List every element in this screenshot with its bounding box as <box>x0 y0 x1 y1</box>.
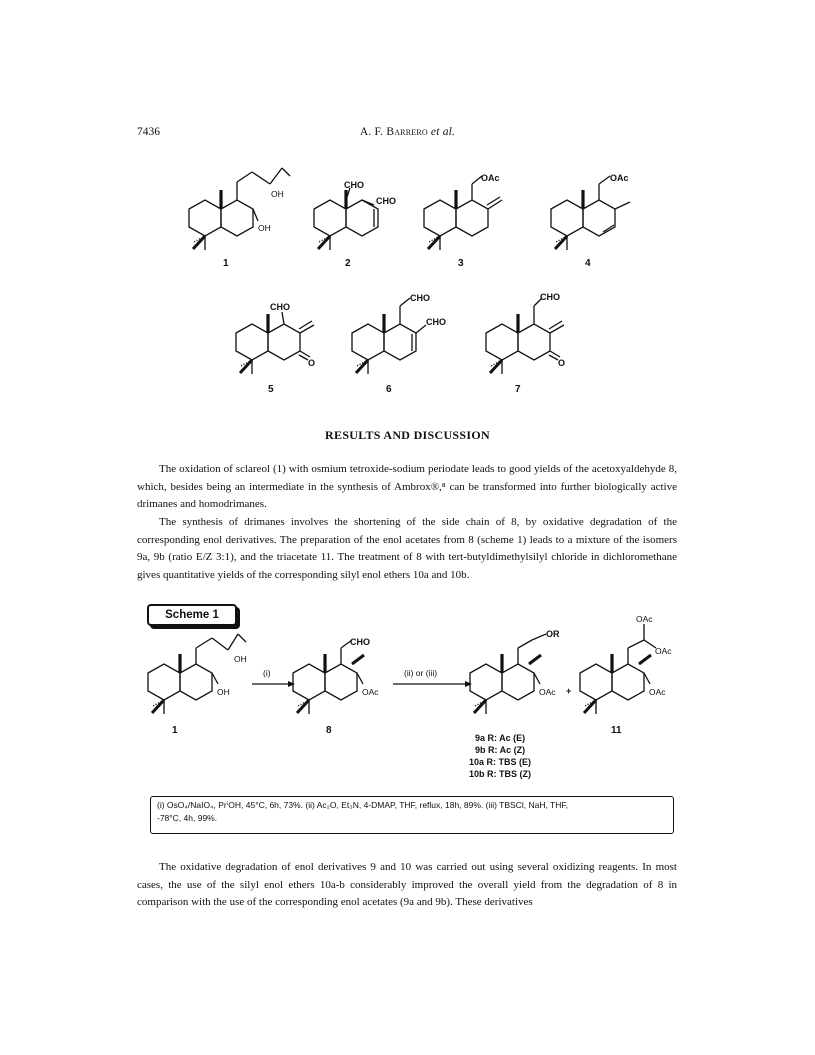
product-10a: 10a R: TBS (E) <box>469 757 532 767</box>
structure-2-label-1: CHO <box>344 180 364 190</box>
conditions-line-1: (i) OsO₄/NaIO₄, PrⁱOH, 45°C, 6h, 73%. (ii) Ac₂O, Et₃N, 4-DMAP, THF, reflux, 18h, 89%. (iii) TBSCl, NaH, THF, <box>157 800 568 810</box>
compound-number-7: 7 <box>515 384 521 395</box>
structure-3-label-1: OAc <box>481 173 500 183</box>
section-heading: RESULTS AND DISCUSSION <box>325 428 490 442</box>
reaction-arrow-2 <box>393 668 472 687</box>
author-suffix: et al. <box>427 126 456 138</box>
scheme-tag: Scheme 1 <box>147 604 237 626</box>
structure-2-label-2: CHO <box>376 196 396 206</box>
plus-sign: + <box>566 686 572 696</box>
structure-5-label-2: O <box>308 358 316 368</box>
scheme-11-label-oac-top: OAc <box>636 614 653 624</box>
step-i-label: (i) <box>263 668 271 678</box>
paragraph-1: The oxidation of sclareol (1) with osmium tetroxide-sodium periodate leads to good yields of the acetoxyaldehyde 8, which, besides being an intermediate in the synthesis of Ambrox®,⁸ can be transformed into further biologically active drimanes and homodrimanes. <box>137 463 677 510</box>
scheme-structure-9-10 <box>469 629 571 779</box>
scheme-compound-11: 11 <box>611 725 622 736</box>
structure-2 <box>314 180 396 269</box>
structure-7 <box>486 292 565 395</box>
structure-6 <box>352 293 446 395</box>
reaction-conditions-box <box>150 796 674 834</box>
scheme-8-label-oac: OAc <box>362 687 379 697</box>
author-prefix: A. F. <box>359 126 387 138</box>
paragraph-3: The oxidative degradation of enol derivatives 9 and 10 was carried out using several oxidizing reagents. In most cases, the use of the silyl enol ethers 10a-b considerably improved the overall yield from the degradation of 8 in comparison with the use of the corresponding enol acetates (9a and 9b). These derivatives <box>137 861 677 908</box>
compound-number-5: 5 <box>268 384 274 395</box>
author-surname: Barrero <box>386 126 428 138</box>
structure-7-label-1: CHO <box>540 292 560 302</box>
structure-1 <box>189 168 290 269</box>
compound-number-4: 4 <box>585 258 591 269</box>
scheme-9-label-or: OR <box>546 629 560 639</box>
page-number: 7436 <box>137 126 160 138</box>
scheme-11-label-oac-ring: OAc <box>649 687 666 697</box>
structure-7-label-2: O <box>558 358 566 368</box>
structure-5 <box>236 302 315 395</box>
scheme-1-label-oh-side: OH <box>234 654 247 664</box>
structure-5-label-1: CHO <box>270 302 290 312</box>
structures-figure <box>0 0 815 420</box>
product-9a: 9a R: Ac (E) <box>475 733 526 743</box>
scheme-structure-8 <box>293 637 379 736</box>
scheme-structure-11 <box>580 614 672 736</box>
structure-1-label-1: OH <box>271 189 284 199</box>
step-ii-iii-label: (ii) or (iii) <box>404 668 438 678</box>
structure-4-label-1: OAc <box>610 173 629 183</box>
structure-1-label-2: OH <box>258 223 271 233</box>
scheme-11-label-oac-side: OAc <box>655 646 672 656</box>
scheme-structure-1 <box>148 634 247 736</box>
product-9b: 9b R: Ac (Z) <box>475 745 526 755</box>
structure-6-label-1: CHO <box>410 293 430 303</box>
structure-6-label-2: CHO <box>426 317 446 327</box>
structure-4 <box>551 173 630 269</box>
paragraph-2: The synthesis of drimanes involves the shortening of the side chain of 8, by oxidative degradation of the corresponding enol derivatives. The preparation of the enol acetates from 8 (scheme 1) leads to a mixture of the isomers 9a, 9b (ratio E/Z 3:1), and the triacetate 11. The treatment of 8 with tert-butyldimethylsilyl chloride in dichloromethane gives quantitative yields of the corresponding silyl enol ethers 10a and 10b. <box>137 516 677 581</box>
compound-number-2: 2 <box>345 258 351 269</box>
reaction-arrow-1 <box>252 668 295 687</box>
compound-number-1: 1 <box>223 258 229 269</box>
scheme-8-label-cho: CHO <box>350 637 370 647</box>
scheme-compound-8: 8 <box>326 725 332 736</box>
compound-number-3: 3 <box>458 258 464 269</box>
conditions-line-2: -78°C, 4h, 99%. <box>157 813 218 823</box>
compound-number-6: 6 <box>386 384 392 395</box>
scheme-9-label-oac: OAc <box>539 687 556 697</box>
scheme-compound-1: 1 <box>172 725 178 736</box>
scheme-1-label-oh-ring: OH <box>217 687 230 697</box>
structure-3 <box>424 173 502 269</box>
product-10b: 10b R: TBS (Z) <box>469 769 531 779</box>
